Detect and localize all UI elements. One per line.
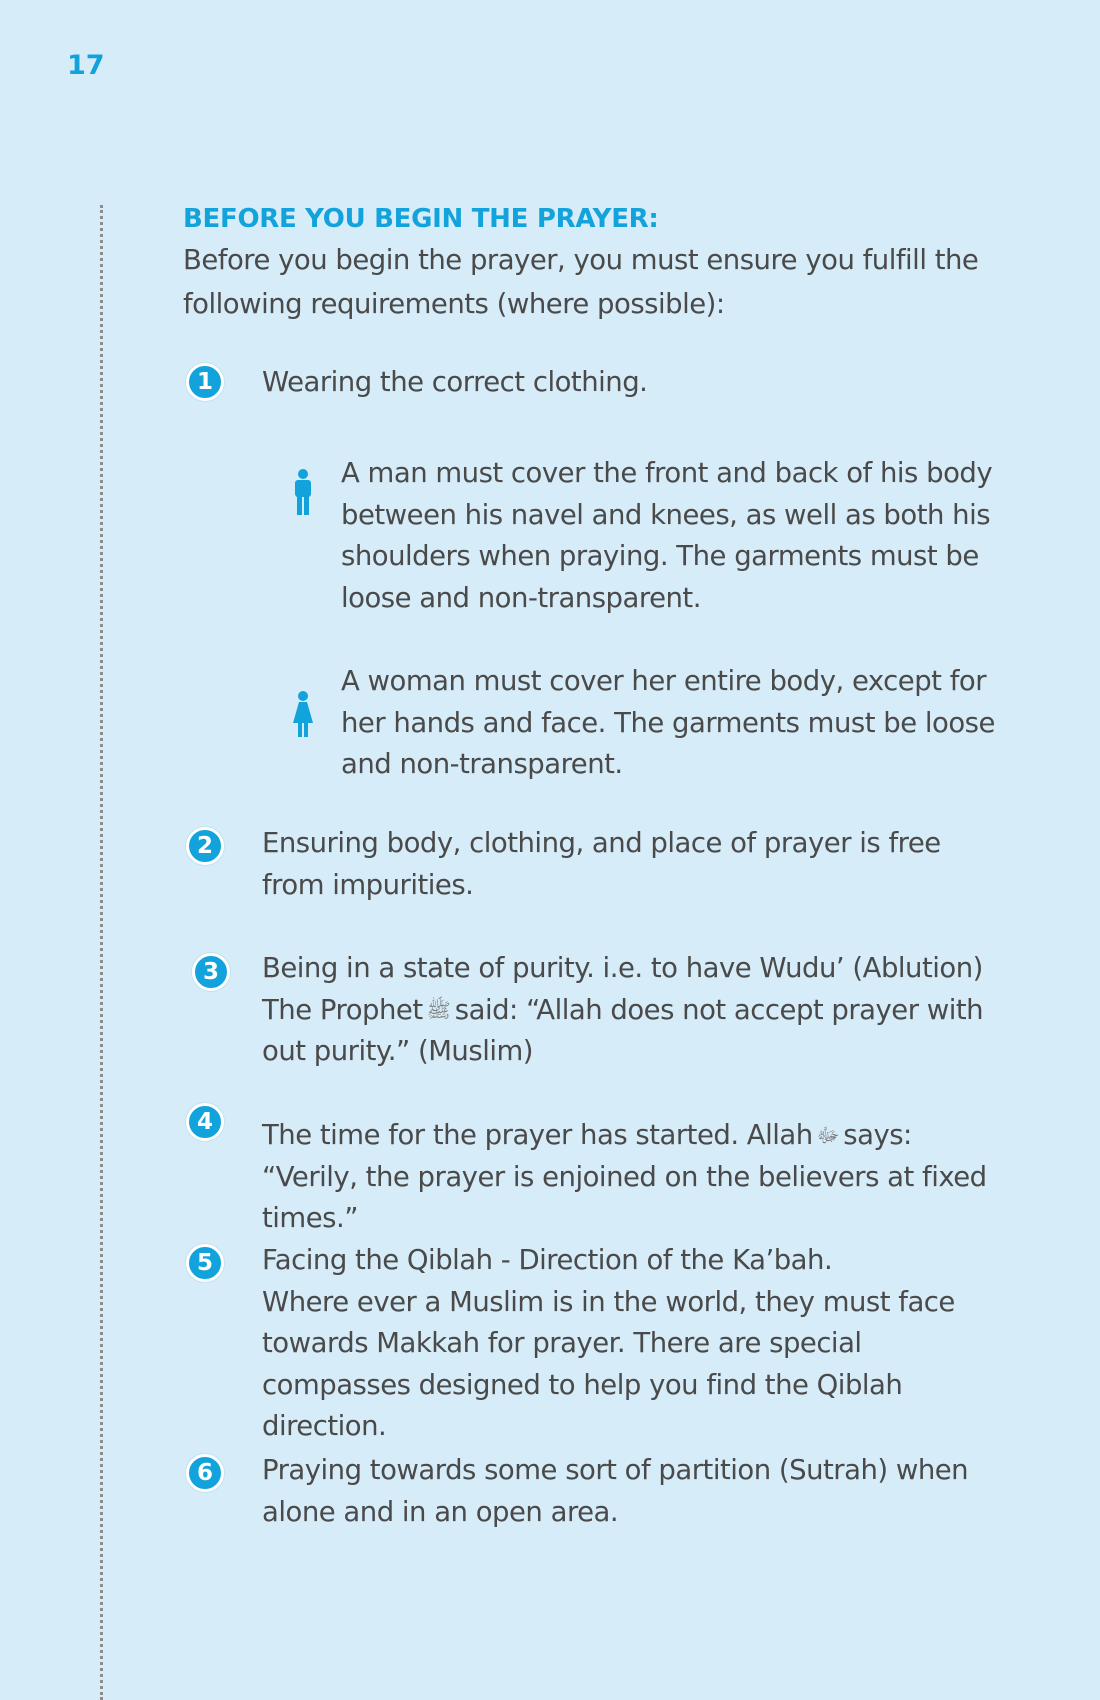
number-badge-2: 2 [186,827,224,865]
sub-item-man-text: A man must cover the front and back of his body between his navel and knees, as well as both his shoulders when praying. The garments must be loose and non-transparent. [341,457,993,614]
item-3-text-b: said: “Allah does not accept prayer with out purity.” (Muslim) [262,993,984,1068]
item-5-text-line-1: Facing the Qiblah - Direction of the Ka’bah. [262,1244,833,1276]
number-badge-4: 4 [186,1103,224,1141]
item-4-text-b: says: “Verily, the prayer is enjoined on the believers at fixed times.” [262,1119,987,1235]
item-5-text-line-2: Where ever a Muslim is in the world, they must face towards Makkah for prayer. There are special compasses designed to help you find the Qiblah direction. [262,1285,955,1442]
item-2-text: Ensuring body, clothing, and place of prayer is free from impurities. [262,827,941,901]
honorific-symbol: ﷻ [816,1123,840,1148]
number-badge-3: 3 [192,953,230,991]
item-3-text [262,948,1002,1073]
item-4-text-a: The time for the prayer has started. Allah [262,1119,813,1151]
honorific-symbol: ﷺ [426,997,451,1022]
man-icon [291,469,315,519]
item-4-text [262,1115,1002,1240]
dotted-margin-rule [100,205,103,1700]
intro-paragraph: Before you begin the prayer, you must ensure you fulfill the following requirements (where possible): [183,244,979,320]
item-6-text: Praying towards some sort of partition (Sutrah) when alone and in an open area. [262,1454,969,1528]
number-badge-1: 1 [186,363,224,401]
number-badge-5: 5 [186,1244,224,1282]
sub-item-woman-text: A woman must cover her entire body, except for her hands and face. The garments must be loose and non-transparent. [341,665,995,780]
section-heading: BEFORE YOU BEGIN THE PRAYER: [183,204,659,234]
page-number: 17 [67,50,105,81]
number-badge-6: 6 [186,1454,224,1492]
content [183,200,1013,1528]
item-3-text-a: Being in a state of purity. i.e. to have Wudu’ (Ablution) The Prophet [262,952,983,1026]
woman-icon [291,691,315,741]
item-5-text [262,1240,1002,1448]
item-1-text: Wearing the correct clothing. [262,366,648,398]
